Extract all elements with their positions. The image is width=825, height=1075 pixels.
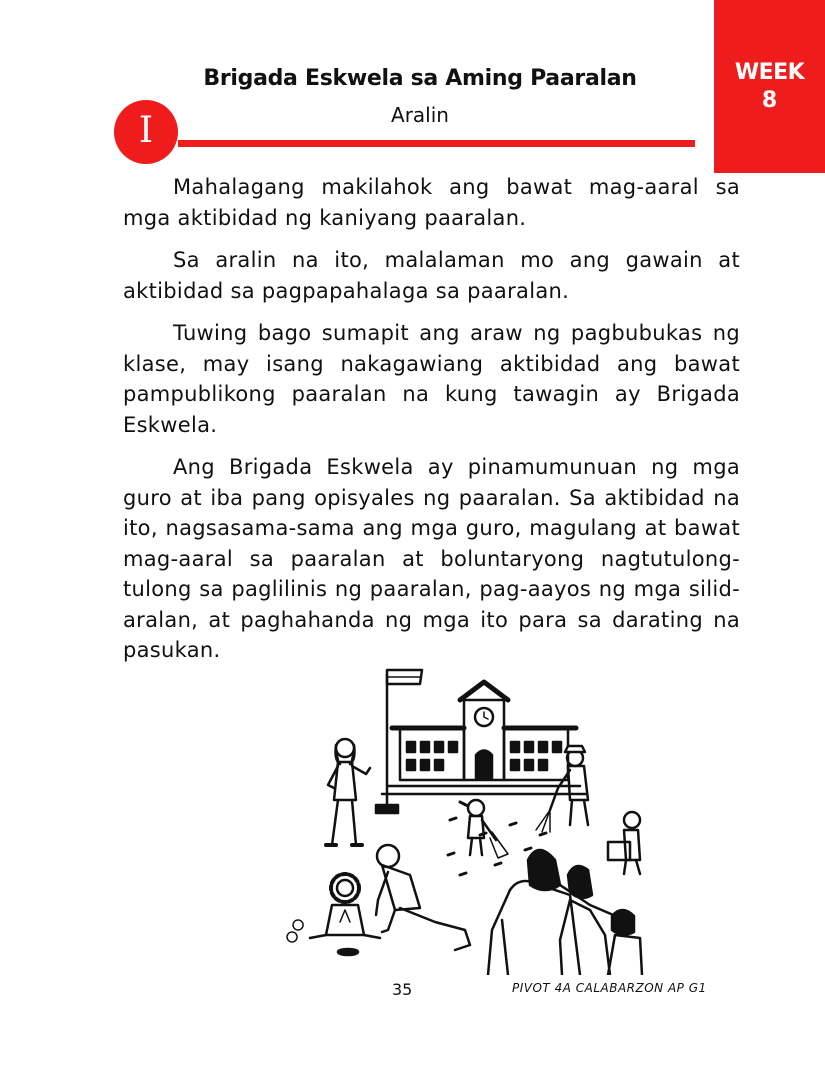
paragraph: Sa aralin na ito, malalaman mo ang gawain at aktibidad sa pagpapahalaga sa paaralan. bbox=[123, 248, 740, 303]
girl-sweeping-figure bbox=[460, 800, 508, 858]
school-building bbox=[382, 682, 586, 794]
planting-figures bbox=[287, 845, 470, 955]
lesson-body bbox=[123, 172, 740, 678]
section-badge: I bbox=[114, 100, 178, 164]
lesson-title: Brigada Eskwela sa Aming Paaralan bbox=[203, 66, 637, 91]
boy-with-box-figure bbox=[608, 812, 640, 874]
paragraph: Ang Brigada Eskwela ay pinamumunuan ng mga guro at iba pang opisyales ng paaralan. Sa aktibidad na ito, nagsasama-sama ang mga guro, magulang at bawat mag-aaral sa paaralan at boluntaryong nagtutulong-tulong sa paglilinis ng paaralan, pag-aayos ng mga silid-aralan, at paghahanda ng mga ito para sa darating na pasukan. bbox=[123, 455, 740, 662]
week-label: WEEK bbox=[734, 60, 805, 85]
paragraph: Tuwing bago sumapit ang araw ng pagbubukas ng klase, may isang nakagawiang aktibidad ang bawat pampublikong paaralan na kung tawagin ay Brigada Eskwela. bbox=[123, 321, 740, 437]
brigada-eskwela-illustration bbox=[270, 660, 720, 975]
page-number: 35 bbox=[392, 980, 413, 999]
family-figures bbox=[488, 850, 642, 975]
paragraph: Mahalagang makilahok ang bawat mag-aaral sa mga aktibidad ng kaniyang paaralan. bbox=[123, 175, 740, 230]
week-tab bbox=[714, 0, 825, 173]
lesson-subtitle: Aralin bbox=[391, 103, 449, 127]
week-number: 8 bbox=[761, 88, 778, 113]
teacher-figure bbox=[326, 739, 370, 845]
footer-reference: PIVOT 4A CALABARZON AP G1 bbox=[512, 981, 707, 995]
title-underline bbox=[178, 140, 695, 147]
